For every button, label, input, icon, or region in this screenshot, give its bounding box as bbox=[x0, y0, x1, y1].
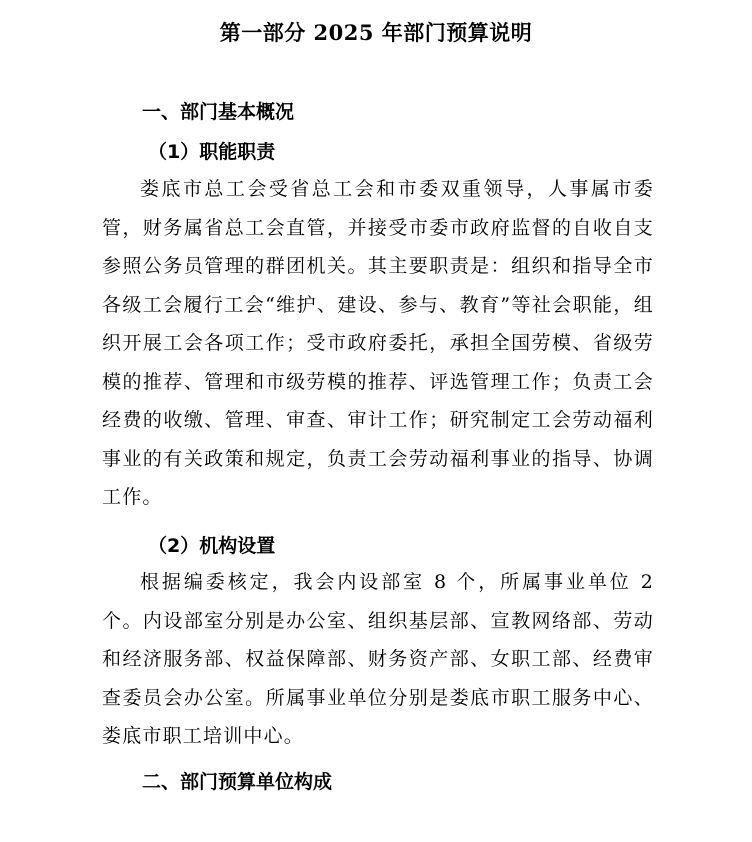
page-title: 第一部分 2025 年部门预算说明 bbox=[219, 20, 533, 45]
subheading-functions: （1）职能职责 bbox=[148, 141, 276, 163]
section-heading-budget-units: 二、部门预算单位构成 bbox=[142, 771, 333, 793]
subheading-organization: （2）机构设置 bbox=[148, 535, 276, 557]
paragraph-functions: 娄底市总工会受省总工会和市委双重领导，人事属市委管，财务属省总工会直管，并接受市委市政府监督的自收自支参照公务员管理的群团机关。其主要职责是：组织和指导全市各级工会履行工会“维护、建设、参与、教育”等社会职能，组织开展工会各项工作；受市政府委托，承担全国劳模、省级劳模的推荐、管理和市级劳模的推荐、评选管理工作；负责工会经费的收缴、管理、审查、审计工作；研究制定工会劳动福利事业的有关政策和规定，负责工会劳动福利事业的指导、协调工作。 bbox=[102, 178, 654, 508]
section-heading-overview: 一、部门基本概况 bbox=[142, 101, 295, 123]
paragraph-organization: 根据编委核定，我会内设部室 8 个，所属事业单位 2 个。内设部室分别是办公室、组织基层部、宣教网络部、劳动和经济服务部、权益保障部、财务资产部、女职工部、经费审查委员会办公室。所属事业单位分别是娄底市职工服务中心、娄底市职工培训中心。 bbox=[102, 571, 654, 747]
